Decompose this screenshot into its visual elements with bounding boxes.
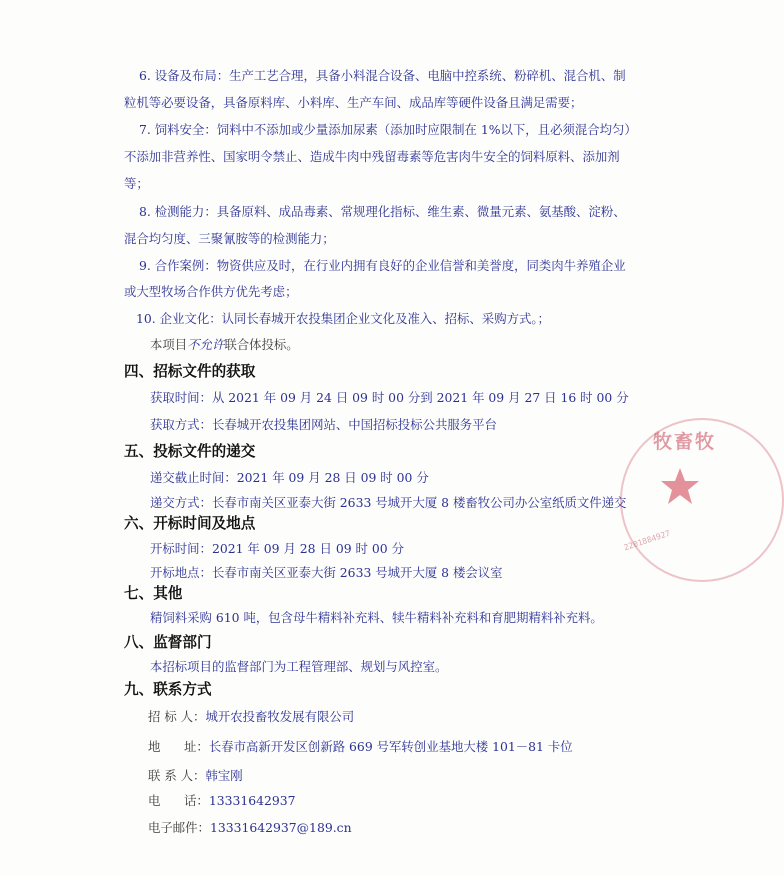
requirement-8-line-2: 混合均匀度、三聚氰胺等的检测能力；	[124, 231, 335, 246]
seal-number: 2201884927	[622, 528, 672, 553]
contact-address	[148, 739, 573, 755]
section-4-time: 获取时间：从 2021 年 09 月 24 日 09 时 00 分到 2021 年 09 月 27 日 16 时 00 分	[150, 390, 629, 405]
section-9-heading: 九、联系方式	[124, 681, 212, 698]
tenderer-label: 招 标 人：	[148, 709, 206, 724]
section-4-heading: 四、招标文件的获取	[124, 363, 256, 380]
requirement-9-line-2: 或大型牧场合作供方优先考虑；	[124, 284, 298, 299]
address-value: 长春市高新开发区创新路 669 号军转创业基地大楼 101－81 卡位	[208, 739, 573, 754]
person-value: 韩宝刚	[205, 768, 243, 783]
phone-label: 电 话：	[148, 793, 209, 808]
section-4-method: 获取方式：长春城开农投集团网站、中国招标投标公共服务平台	[150, 417, 497, 432]
section-7-text: 精饲料采购 610 吨，包含母牛精料补充料、犊牛精料补充料和育肥期精料补充料。	[150, 610, 603, 625]
section-8-heading: 八、监督部门	[124, 634, 212, 651]
section-6-place: 开标地点：长春市南关区亚泰大街 2633 号城开大厦 8 楼会议室	[150, 565, 503, 580]
consortium-pre: 本项目	[150, 337, 188, 352]
seal-text: 牧畜牧	[653, 431, 717, 453]
person-label: 联 系 人：	[148, 768, 206, 783]
consortium-emphasis: 不允许	[187, 337, 225, 352]
requirement-10: 10. 企业文化：认同长春城开农投集团企业文化及准入、招标、采购方式。；	[136, 311, 550, 326]
contact-phone	[148, 793, 296, 809]
requirement-6-line-1: 6. 设备及布局：生产工艺合理，具备小料混合设备、电脑中控系统、粉碎机、混合机、制	[139, 68, 626, 83]
contact-tenderer	[148, 709, 354, 725]
address-label: 地 址：	[148, 739, 209, 754]
consortium-post: 联合体投标。	[224, 337, 299, 352]
section-5-deadline: 递交截止时间：2021 年 09 月 28 日 09 时 00 分	[150, 470, 429, 485]
email-value: 13331642937@189.cn	[209, 820, 352, 835]
section-6-time: 开标时间：2021 年 09 月 28 日 09 时 00 分	[150, 541, 404, 556]
email-label: 电子邮件：	[148, 820, 210, 835]
requirement-7-line-2: 不添加非营养性、国家明令禁止、造成牛肉中残留毒素等危害肉牛安全的饲料原料、添加剂	[124, 149, 620, 164]
section-8-text: 本招标项目的监督部门为工程管理部、规划与风控室。	[150, 659, 448, 674]
requirement-7-line-1: 7. 饲料安全：饲料中不添加或少量添加尿素（添加时应限制在 1%以下，且必须混合均匀）	[139, 122, 637, 137]
section-5-heading: 五、投标文件的递交	[124, 443, 256, 460]
section-6-heading: 六、开标时间及地点	[124, 515, 256, 532]
tenderer-value: 城开农投畜牧发展有限公司	[205, 709, 355, 724]
consortium-note	[150, 337, 299, 353]
phone-value: 13331642937	[208, 793, 296, 808]
seal-star-icon	[660, 466, 700, 506]
contact-email	[148, 820, 352, 836]
requirement-6-line-2: 粒机等必要设备，具备原料库、小料库、生产车间、成品库等硬件设备且满足需要；	[124, 95, 583, 110]
section-7-heading: 七、其他	[124, 585, 183, 602]
section-5-method: 递交方式：长春市南关区亚泰大街 2633 号城开大厦 8 楼畜牧公司办公室纸质文件递交	[150, 495, 627, 510]
requirement-9-line-1: 9. 合作案例：物资供应及时，在行业内拥有良好的企业信誉和美誉度，同类肉牛养殖企业	[139, 258, 626, 273]
requirement-7-line-3: 等；	[124, 176, 149, 191]
requirement-8-line-1: 8. 检测能力：具备原料、成品毒素、常规理化指标、维生素、微量元素、氨基酸、淀粉、	[139, 204, 626, 219]
contact-person	[148, 768, 243, 784]
